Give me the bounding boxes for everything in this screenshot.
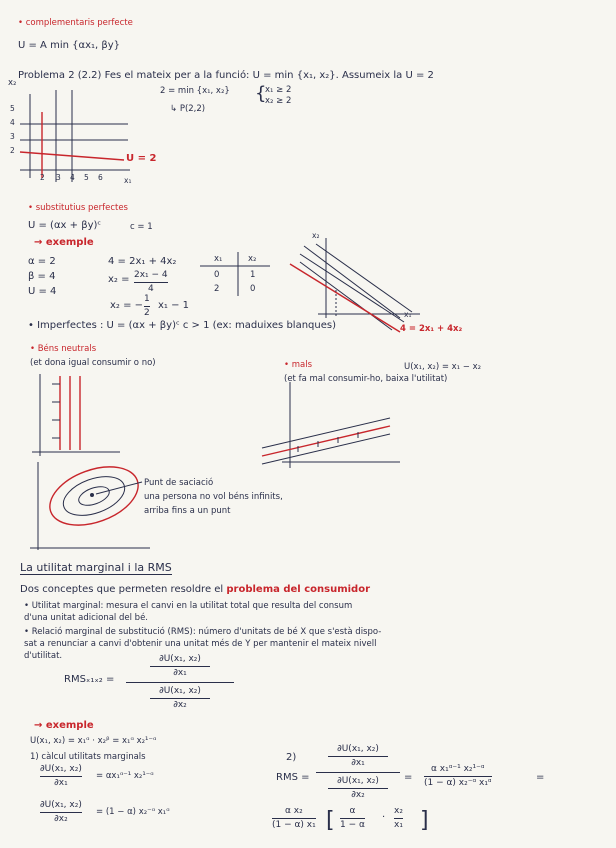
point-p: ↳ P(2,2) xyxy=(170,104,206,114)
rms-num-bot: ∂x₁ xyxy=(173,668,187,678)
rms-fraction xyxy=(126,654,234,711)
rms2-eq2: = xyxy=(536,772,545,783)
mu1-den: ∂x₁ xyxy=(54,778,68,788)
mu2-fraction xyxy=(40,800,82,825)
rms-num-top: ∂U(x₁, x₂) xyxy=(159,654,201,664)
table-cell: 0 xyxy=(250,284,256,294)
rms4-b-den: x₁ xyxy=(394,820,403,830)
rms-num-frac xyxy=(150,654,210,679)
example2-utility: U(x₁, x₂) = x₁ᵅ · x₂ᵝ = x₁ᵅ x₂¹⁻ᵅ xyxy=(30,736,157,746)
problem-statement: Problema 2 (2.2) Fes el mateix per a la funció: U = min {x₁, x₂}. Assumeix la U = 2 xyxy=(18,70,434,81)
bracket-right: ] xyxy=(420,808,429,833)
rms2-num-top: ∂U(x₁, x₂) xyxy=(337,744,379,754)
rms2-num-bot: ∂x₁ xyxy=(351,758,365,768)
subs-graph-x-axis: x₁ xyxy=(404,310,412,319)
rms4-b-fraction xyxy=(394,806,403,831)
rms2-step2-fraction xyxy=(424,764,492,789)
rms3-fraction xyxy=(272,806,316,831)
rms-den-bot: ∂x₂ xyxy=(173,700,187,710)
param-u: U = 4 xyxy=(28,286,57,297)
system-brace: { xyxy=(255,83,267,104)
system-b: x₂ ≥ 2 xyxy=(265,96,292,106)
mu2-num: ∂U(x₁, x₂) xyxy=(40,800,82,810)
graph1-curve-label: U = 2 xyxy=(126,153,157,164)
bad-formula: U(x₁, x₂) = x₁ − x₂ xyxy=(404,362,482,372)
rms2-den-top: ∂U(x₁, x₂) xyxy=(337,776,379,786)
graph1-xtick: 6 xyxy=(98,173,103,182)
example2-step1: 1) càlcul utilitats marginals xyxy=(30,752,146,762)
rms-lhs: RMSₓ₁ₓ₂ = xyxy=(64,674,115,685)
table-head-x1: x₁ xyxy=(214,254,223,264)
marginal-title: La utilitat marginal i la RMS xyxy=(20,561,172,574)
marginal-b2c: d'utilitat. xyxy=(24,651,63,661)
marginal-b1b: d'una unitat adicional del bé. xyxy=(24,613,149,623)
graph1-ytick: 5 xyxy=(10,104,15,113)
graph1-y-axis: x₂ xyxy=(8,78,17,88)
bracket-left: [ xyxy=(326,808,335,833)
rms3-num: α x₂ xyxy=(285,806,303,816)
complements-utility: U = A min {αx₁, βy} xyxy=(18,40,121,51)
rms-den-frac xyxy=(150,686,210,711)
substitutes-example-label: → exemple xyxy=(34,237,94,248)
rms2-step2-den: (1 − α) x₂⁻ᵅ x₁ᵅ xyxy=(424,778,492,788)
imperfect-text: • Imperfectes : U = (αx + βy)ᶜ c > 1 (ex: maduixes blanques) xyxy=(28,320,336,331)
eq2-lhs: x₂ = xyxy=(108,274,130,285)
mu1-num: ∂U(x₁, x₂) xyxy=(40,764,82,774)
rms-den-top: ∂U(x₁, x₂) xyxy=(159,686,201,696)
param-alpha: α = 2 xyxy=(28,256,56,267)
graph1-ytick: 2 xyxy=(10,146,15,155)
table-cell: 0 xyxy=(214,270,220,280)
rms2-den-frac xyxy=(328,776,388,801)
param-beta: β = 4 xyxy=(28,271,56,282)
satiation-l2: una persona no vol béns infinits, xyxy=(144,492,283,502)
rms4-a-num: α xyxy=(349,806,356,816)
graph1-xtick: 2 xyxy=(40,173,45,182)
example2-step2: 2) xyxy=(286,752,297,763)
graph1-ytick: 4 xyxy=(10,118,15,127)
substitutes-bullet: • substitutius perfectes xyxy=(28,203,128,213)
eq3-den: 2 xyxy=(144,308,150,318)
rms3-den: (1 − α) x₁ xyxy=(272,820,316,830)
rms4-dot: · xyxy=(382,812,386,823)
subs-graph-line-label: 4 = 2x₁ + 4x₂ xyxy=(400,324,463,334)
rms2-lhs: RMS = xyxy=(276,772,310,783)
satiation-l1: Punt de saciació xyxy=(144,478,214,488)
graph1-xtick: 4 xyxy=(70,173,75,182)
substitutes-formula: U = (αx + βy)ᶜ xyxy=(28,220,102,231)
eq3-num: 1 xyxy=(144,294,150,304)
table-cell: 2 xyxy=(214,284,220,294)
eq2-num: 2x₁ − 4 xyxy=(134,270,168,280)
graph1-ytick: 3 xyxy=(10,132,15,141)
bad-bullet: • mals xyxy=(284,360,312,370)
substitutes-c: c = 1 xyxy=(130,222,153,232)
graph1-xtick: 3 xyxy=(56,173,61,182)
subs-graph-y-axis: x₂ xyxy=(312,231,320,240)
table-head-x2: x₂ xyxy=(248,254,257,264)
eq3-pre: x₂ = − xyxy=(110,300,144,311)
rms2-fraction xyxy=(316,744,400,801)
neutral-note: (et dona igual consumir o no) xyxy=(30,358,156,368)
mu1-rhs: = αx₁ᵅ⁻¹ x₂¹⁻ᵅ xyxy=(96,771,154,781)
system-left: 2 = min {x₁, x₂} xyxy=(160,86,230,96)
marginal-intro-pre: Dos conceptes que permeten resoldre el xyxy=(20,584,227,595)
table-cell: 1 xyxy=(250,270,256,280)
marginal-intro xyxy=(20,584,370,596)
rms4-a-fraction xyxy=(340,806,365,831)
marginal-b2: • Relació marginal de substitució (RMS): número d'unitats de bé X que s'està dispo- xyxy=(24,627,382,637)
marginal-b2b: sat a renunciar a canvi d'obtenir una unitat més de Y per mantenir el mateix nivell xyxy=(24,639,377,649)
eq3-post: x₁ − 1 xyxy=(158,300,190,311)
mu2-den: ∂x₂ xyxy=(54,814,68,824)
rms4-a-den: 1 − α xyxy=(340,820,365,830)
system-a: x₁ ≥ 2 xyxy=(265,85,292,95)
graph1-xtick: 5 xyxy=(84,173,89,182)
marginal-b1: • Utilitat marginal: mesura el canvi en la utilitat total que resulta del consum xyxy=(24,601,353,611)
rms2-den-bot: ∂x₂ xyxy=(351,790,365,800)
rms2-eq: = xyxy=(404,772,413,783)
rms2-step2-num: α x₁ᵅ⁻¹ x₂¹⁻ᵅ xyxy=(431,764,485,774)
graph1-x-axis: x₁ xyxy=(124,176,132,185)
eq1: 4 = 2x₁ + 4x₂ xyxy=(108,256,177,267)
satiation-l3: arriba fins a un punt xyxy=(144,506,231,516)
mu2-rhs: = (1 − α) x₂⁻ᵅ x₁ᵅ xyxy=(96,807,170,817)
rms4-b-num: x₂ xyxy=(394,806,403,816)
neutral-bullet: • Béns neutrals xyxy=(30,344,97,354)
eq2-den: 4 xyxy=(147,284,154,294)
mu1-fraction xyxy=(40,764,82,789)
example2-label: → exemple xyxy=(34,720,94,731)
marginal-intro-highlight: problema del consumidor xyxy=(226,584,371,595)
complements-bullet: • complementaris perfecte xyxy=(18,18,133,28)
bad-note: (et fa mal consumir-ho, baixa l'utilitat) xyxy=(284,374,448,384)
rms2-num-frac xyxy=(328,744,388,769)
